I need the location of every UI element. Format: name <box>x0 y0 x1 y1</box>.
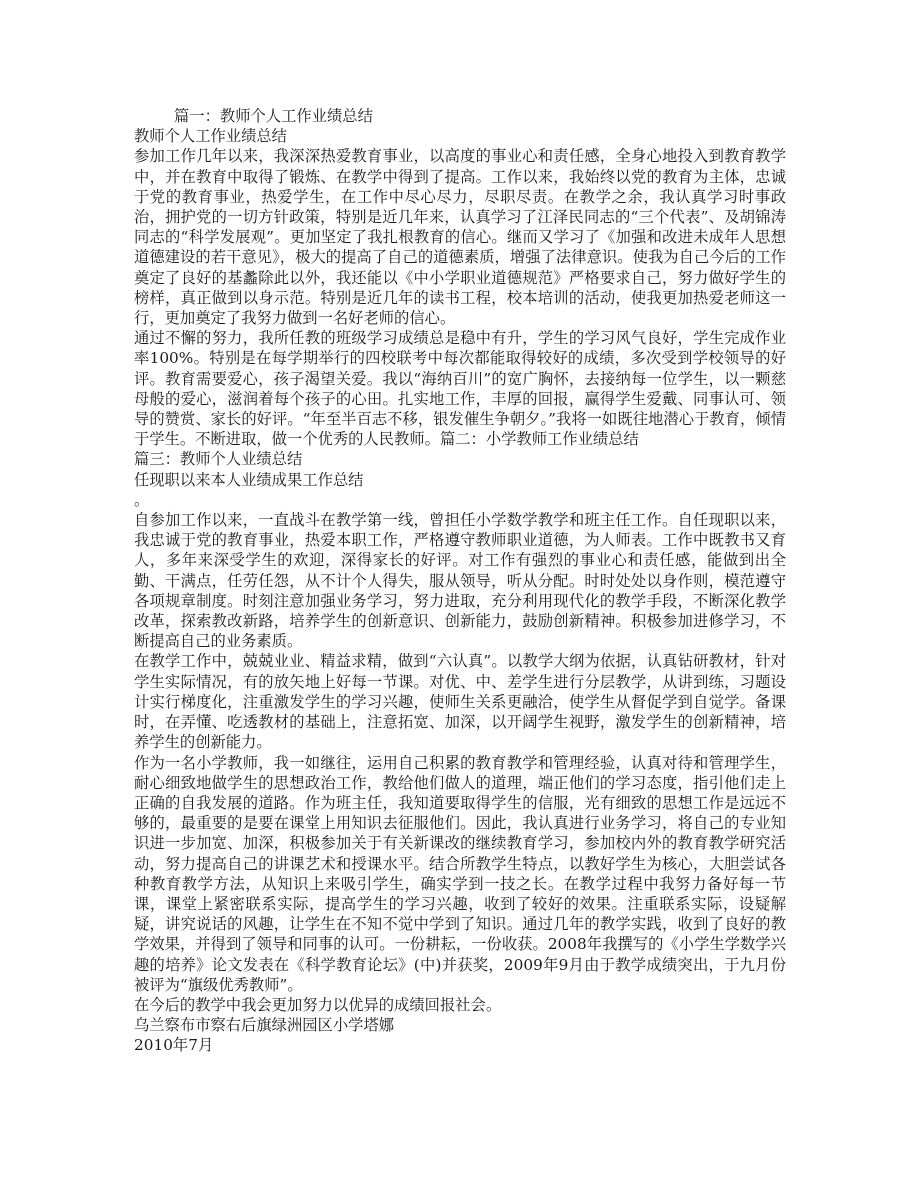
paragraph-5: 作为一名小学教师，我一如继往，运用自己积累的教育教学和管理经验，认真对待和管理学生，耐心细致地做学生的思想政治工作，教给他们做人的道理，端正他们的学习态度，指引他们走上正确的自我发展的道路。作为班主任，我知道要取得学生的信服，光有细致的思想工作是远远不够的，最重要的是要在课堂上用知识去征服他们。因此，我认真进行业务学习，将自己的专业知识进一步加宽、加深，积极参加关于有关新课改的继续教育学习，参加校内外的教育教学研究活动，努力提高自己的讲课艺术和授课水平。结合所教学生特点，以教好学生为核心，大胆尝试各种教育教学方法，从知识上来吸引学生，确实学到一技之长。在教学过程中我努力备好每一节课，课堂上紧密联系实际，提高学生的学习兴趣，收到了较好的效果。注重联系实际，设疑解疑，讲究说话的风趣，让学生在不知不觉中学到了知识。通过几年的教学实践，收到了良好的教学效果，并得到了领导和同事的认可。一份耕耘，一份收获。2008年我撰写的《小学生学数学兴趣的培养》论文发表在《科学教育论坛》(中)并获奖，2009年9月由于教学成绩突出，于九月份被评为“旗级优秀教师”。 <box>134 753 786 994</box>
paragraph-6: 在今后的教学中我会更加努力以优异的成绩回报社会。 <box>134 995 502 1014</box>
paragraph-3: 自参加工作以来，一直战斗在教学第一线，曾担任小学数学教学和班主任工作。自任现职以来，我忠诚于党的教育事业，热爱本职工作，严格遵守教师职业道德，为人师表。工作中既教书又育人，多年来深受学生的欢迎，深得家长的好评。对工作有强烈的事业心和责任感，能做到出全勤、干满点，任劳任怨，从不计个人得失，服从领导，听从分配。时时处处以身作则，模范遵守各项规章制度。时刻注意加强业务学习，努力进取，充分利用现代化的教学手段，不断深化教学改革，探索教改新路，培养学生的创新意识、创新能力，鼓励创新精神。积极参加进修学习，不断提高自己的业务素质。 <box>134 511 786 651</box>
document-body <box>134 106 786 1056</box>
paragraph-1: 参加工作几年以来，我深深热爱教育事业，以高度的事业心和责任感，全身心地投入到教育教学中，并在教育中取得了锻炼、在教学中得到了提高。工作以来，我始终以党的教育为主体，忠诚于党的教育事业，热爱学生，在工作中尽心尽力，尽职尽责。在教学之余，我认真学习时事政治，拥护党的一切方针政策，特别是近几年来，认真学习了江泽民同志的“三个代表”、及胡锦涛同志的“科学发展观”。更加坚定了我扎根教育的信心。继而又学习了《加强和改进未成年人思想道德建设的若干意见》，极大的提高了自己的道德素质，增强了法律意识。使我为自己今后的工作奠定了良好的基蠡除此以外，我还能以《中小学职业道德规范》严格要求自己，努力做好学生的榜样，真正做到以身示范。特别是近几年的读书工程，校本培训的活动，使我更加热爱老师这一行，更加奠定了我努力做到一名好老师的信心。 <box>134 147 786 328</box>
section-heading-3: 篇三：教师个人业绩总结 <box>134 450 303 469</box>
stray-period: 。 <box>134 490 150 509</box>
section-heading-1: 篇一：教师个人工作业绩总结 <box>174 107 373 125</box>
signature: 乌兰察布市察右后旗绿洲园区小学塔娜 <box>134 1016 395 1035</box>
paragraph-4: 在教学工作中，兢兢业业、精益求精，做到“六认真”。以教学大纲为依据，认真钻研教材，针对学生实际情况，有的放矢地上好每一节课。对优、中、差学生进行分层教学，从讲到练，习题设计实行梯度化，注重激发学生的学习兴趣，使师生关系更融洽，使学生从督促学到自觉学。备课时，在弄懂、吃透教材的基础上，注意拓宽、加深，以开阔学生视野，激发学生的创新精神，培养学生的创新能力。 <box>134 652 786 752</box>
paragraph-2: 通过不懈的努力，我所任教的班级学习成绩总是稳中有升，学生的学习风气良好，学生完成作业率100%。特别是在每学期举行的四校联考中每次都能取得较好的成绩，多次受到学校领导的好评。教育需要爱心，孩子渴望关爱。我以“海纳百川”的宽广胸怀，去接纳每一位学生，以一颗慈母般的爱心，滋润着每个孩子的心田。扎实地工作，丰厚的回报，赢得学生爱戴、同事认可、领导的赞赏、家长的好评。“年至半百志不移，银发催生争朝夕。”我将一如既往地潜心于教育，倾情于学生。不断进取，做一个优秀的人民教师。篇二：小学教师工作业绩总结 <box>134 329 786 449</box>
document-title: 教师个人工作业绩总结 <box>134 127 287 146</box>
date: 2010年7月 <box>134 1036 214 1055</box>
subsection-title: 任现职以来本人业绩成果工作总结 <box>134 470 364 489</box>
